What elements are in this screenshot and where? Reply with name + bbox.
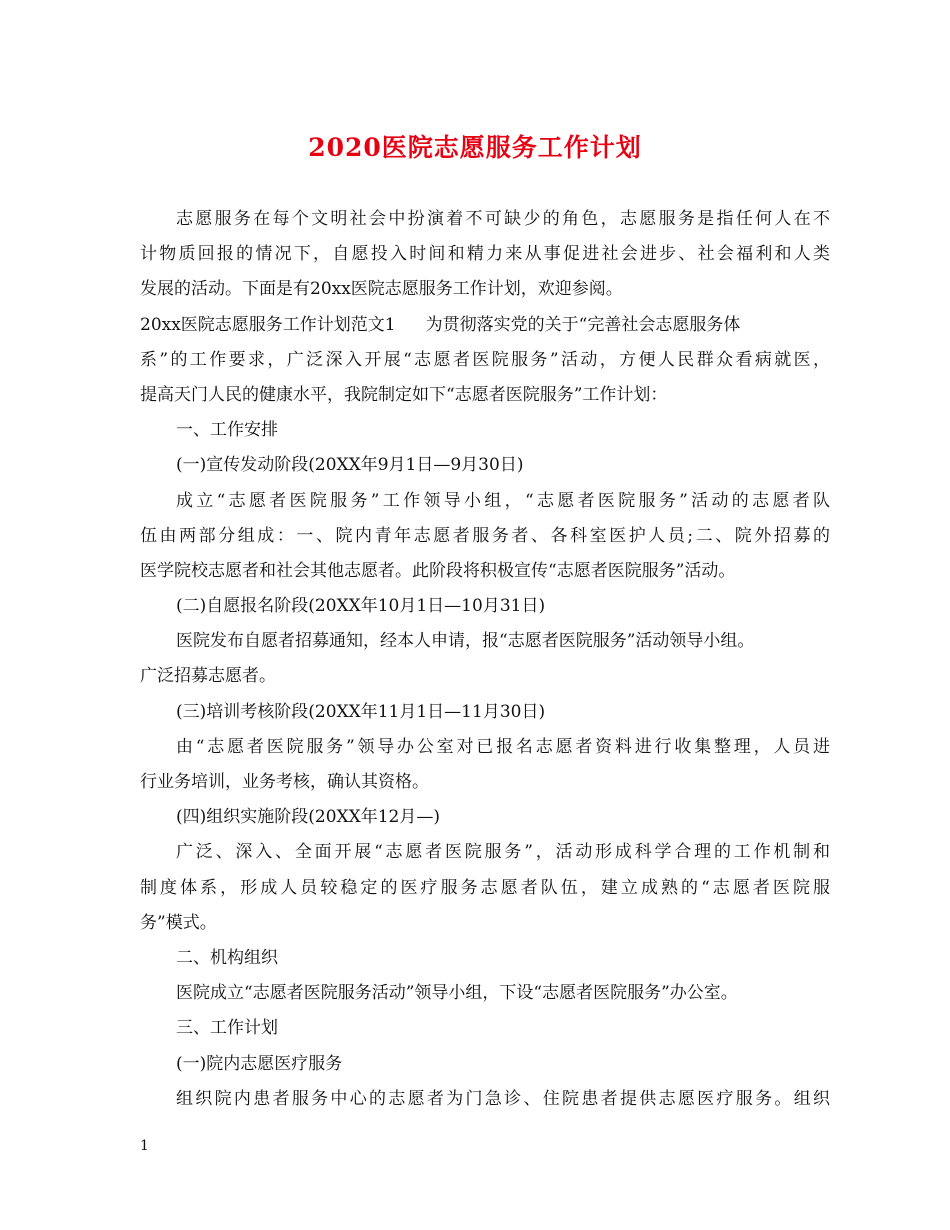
body-line: 伍由两部分组成：一、院内青年志愿者服务者、各科室医护人员;二、院外招募的: [140, 525, 830, 546]
subsection-heading: (三)培训考核阶段(20XX年11月1日—11月30日): [176, 701, 546, 722]
body-line: 志愿服务在每个文明社会中扮演着不可缺少的角色，志愿服务是指任何人在不: [176, 209, 830, 229]
sample-heading: 20xx医院志愿服务工作计划范文1: [140, 314, 396, 335]
body-line: 成立“志愿者医院服务”工作领导小组，“志愿者医院服务”活动的志愿者队: [176, 490, 830, 511]
body-line: 医学院校志愿者和社会其他志愿者。此阶段将积极宣传“志愿者医院服务”活动。: [140, 560, 736, 581]
body-line: 计物质回报的情况下，自愿投入时间和精力来从事促进社会进步、社会福利和人类: [140, 244, 830, 265]
body-text-segment: 为贯彻落实党的关于“完善社会志愿服务体: [425, 314, 741, 335]
body-line: 医院发布自愿者招募通知，经本人申请，报“志愿者医院服务”活动领导小组。: [176, 631, 755, 652]
subsection-heading: (四)组织实施阶段(20XX年12月—): [176, 807, 440, 828]
body-line: 医院成立“志愿者医院服务活动”领导小组，下设“志愿者医院服务”办公室。: [176, 983, 738, 1004]
section-heading: 一、工作安排: [176, 420, 278, 441]
body-line: 广泛招募志愿者。: [140, 666, 276, 687]
subsection-heading: (一)院内志愿医疗服务: [176, 1053, 343, 1074]
body-line: [140, 308, 830, 343]
subsection-heading: (一)宣传发动阶段(20XX年9月1日—9月30日): [176, 455, 524, 476]
body-line: 组织院内患者服务中心的志愿者为门急诊、住院患者提供志愿医疗服务。组织: [176, 1088, 830, 1109]
section-heading: 三、工作计划: [176, 1018, 278, 1039]
body-line: 提高天门人民的健康水平，我院制定如下“志愿者医院服务”工作计划：: [140, 384, 668, 405]
body-line: 务”模式。: [140, 912, 217, 933]
body-line: 由“志愿者医院服务”领导办公室对已报名志愿者资料进行收集整理，人员进: [176, 736, 830, 757]
body-line: 行业务培训，业务考核，确认其资格。: [140, 772, 429, 792]
body-line: 发展的活动。下面是有20xx医院志愿服务工作计划，欢迎参阅。: [140, 279, 623, 300]
document-body: [140, 202, 830, 1117]
section-heading: 二、机构组织: [176, 947, 278, 968]
body-line: 制度体系，形成人员较稳定的医疗服务志愿者队伍，建立成熟的“志愿者医院服: [140, 877, 830, 898]
document-title: 2020医院志愿服务工作计划: [308, 133, 642, 162]
subsection-heading: (二)自愿报名阶段(20XX年10月1日—10月31日): [176, 596, 546, 617]
body-line: 系”的工作要求，广泛深入开展“志愿者医院服务”活动，方便人民群众看病就医，: [140, 349, 830, 370]
body-line: 广泛、深入、全面开展“志愿者医院服务”，活动形成科学合理的工作机制和: [176, 842, 830, 863]
page-number: 1: [140, 1138, 149, 1154]
